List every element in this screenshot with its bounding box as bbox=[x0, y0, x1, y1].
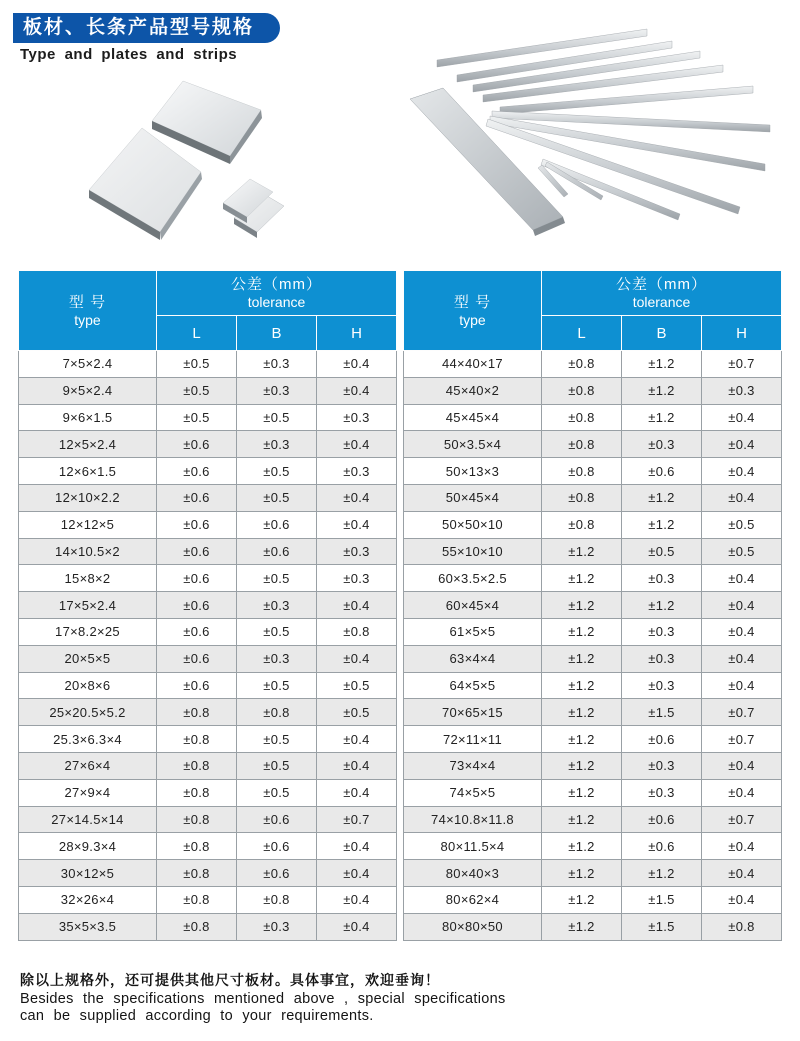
tolerance-cell: ±0.3 bbox=[621, 645, 701, 672]
tolerance-cell: ±0.7 bbox=[701, 726, 781, 753]
table-row bbox=[19, 458, 397, 485]
table-row bbox=[19, 565, 397, 592]
table-row bbox=[404, 886, 782, 913]
tolerance-label-cn: 公差（mm） bbox=[230, 276, 322, 293]
table-row bbox=[404, 511, 782, 538]
table-row bbox=[404, 484, 782, 511]
tolerance-cell: ±0.4 bbox=[701, 860, 781, 887]
table-row bbox=[19, 806, 397, 833]
tolerance-cell: ±0.5 bbox=[236, 779, 316, 806]
tolerance-cell: ±0.8 bbox=[236, 699, 316, 726]
table-row bbox=[19, 431, 397, 458]
table-row bbox=[404, 538, 782, 565]
tolerance-cell: ±0.5 bbox=[156, 351, 236, 378]
tolerance-cell: ±0.6 bbox=[156, 618, 236, 645]
tolerance-cell: ±0.4 bbox=[316, 645, 396, 672]
tolerance-cell: ±1.2 bbox=[621, 377, 701, 404]
type-cell: 72×11×11 bbox=[404, 726, 542, 753]
type-cell: 60×3.5×2.5 bbox=[404, 565, 542, 592]
tolerance-cell: ±0.5 bbox=[236, 726, 316, 753]
tolerance-cell: ±0.3 bbox=[236, 431, 316, 458]
tolerance-cell: ±0.5 bbox=[316, 672, 396, 699]
tolerance-cell: ±0.8 bbox=[156, 779, 236, 806]
tolerance-cell: ±0.3 bbox=[621, 431, 701, 458]
tolerance-cell: ±0.4 bbox=[316, 592, 396, 619]
type-cell: 80×11.5×4 bbox=[404, 833, 542, 860]
footer-note-en-line2: can be supplied according to your requirements. bbox=[20, 1008, 374, 1024]
plates-illustration bbox=[60, 78, 390, 268]
tolerance-cell: ±1.5 bbox=[621, 913, 701, 940]
type-cell: 63×4×4 bbox=[404, 645, 542, 672]
tolerance-cell: ±1.2 bbox=[621, 860, 701, 887]
type-cell: 70×65×15 bbox=[404, 699, 542, 726]
tolerance-cell: ±1.5 bbox=[621, 886, 701, 913]
table-row bbox=[19, 645, 397, 672]
tolerance-cell: ±0.5 bbox=[621, 538, 701, 565]
table-row bbox=[19, 672, 397, 699]
tolerance-cell: ±0.4 bbox=[701, 645, 781, 672]
column-header-b: B bbox=[236, 316, 316, 351]
table-row bbox=[19, 592, 397, 619]
tolerance-cell: ±1.2 bbox=[541, 672, 621, 699]
type-cell: 17×5×2.4 bbox=[19, 592, 157, 619]
type-cell: 50×13×3 bbox=[404, 458, 542, 485]
tolerance-cell: ±0.8 bbox=[541, 377, 621, 404]
tolerance-cell: ±0.3 bbox=[621, 565, 701, 592]
tolerance-cell: ±0.4 bbox=[701, 458, 781, 485]
table-row bbox=[404, 431, 782, 458]
tolerance-cell: ±0.8 bbox=[316, 618, 396, 645]
tolerance-cell: ±0.6 bbox=[156, 484, 236, 511]
tolerance-cell: ±0.4 bbox=[316, 860, 396, 887]
tolerance-cell: ±0.8 bbox=[156, 752, 236, 779]
type-cell: 25×20.5×5.2 bbox=[19, 699, 157, 726]
table-row bbox=[19, 511, 397, 538]
tolerance-cell: ±0.4 bbox=[701, 779, 781, 806]
type-label-cn: 型 号 bbox=[453, 293, 492, 311]
tolerance-label-cn: 公差（mm） bbox=[615, 276, 707, 293]
tolerance-cell: ±0.8 bbox=[541, 511, 621, 538]
column-header-l: L bbox=[541, 316, 621, 351]
tolerance-cell: ±0.6 bbox=[236, 860, 316, 887]
table-row bbox=[19, 699, 397, 726]
type-cell: 9×6×1.5 bbox=[19, 404, 157, 431]
tolerance-cell: ±0.6 bbox=[236, 806, 316, 833]
tolerance-cell: ±1.2 bbox=[541, 886, 621, 913]
tolerance-cell: ±0.4 bbox=[701, 752, 781, 779]
tolerance-cell: ±0.3 bbox=[316, 458, 396, 485]
type-cell: 45×40×2 bbox=[404, 377, 542, 404]
table-row bbox=[404, 913, 782, 940]
tolerance-label-en: tolerance bbox=[247, 294, 306, 310]
tolerance-cell: ±0.4 bbox=[701, 618, 781, 645]
tolerance-cell: ±0.4 bbox=[316, 726, 396, 753]
type-cell: 17×8.2×25 bbox=[19, 618, 157, 645]
tolerance-cell: ±1.2 bbox=[541, 699, 621, 726]
tolerance-cell: ±1.2 bbox=[541, 913, 621, 940]
tolerance-cell: ±0.5 bbox=[236, 458, 316, 485]
tolerance-cell: ±0.4 bbox=[316, 484, 396, 511]
type-cell: 74×5×5 bbox=[404, 779, 542, 806]
tolerance-cell: ±0.6 bbox=[156, 511, 236, 538]
tolerance-cell: ±0.8 bbox=[156, 913, 236, 940]
table-row bbox=[19, 618, 397, 645]
tolerance-cell: ±1.2 bbox=[541, 618, 621, 645]
tolerance-cell: ±1.2 bbox=[541, 806, 621, 833]
type-cell: 27×6×4 bbox=[19, 752, 157, 779]
tolerance-cell: ±0.4 bbox=[316, 351, 396, 378]
tolerance-cell: ±0.4 bbox=[701, 592, 781, 619]
table-row bbox=[19, 377, 397, 404]
tolerance-cell: ±1.2 bbox=[541, 752, 621, 779]
table-row bbox=[19, 886, 397, 913]
type-cell: 25.3×6.3×4 bbox=[19, 726, 157, 753]
table-row bbox=[19, 779, 397, 806]
type-label-en: type bbox=[74, 311, 101, 328]
tolerance-cell: ±0.5 bbox=[701, 538, 781, 565]
table-row bbox=[404, 458, 782, 485]
tolerance-cell: ±0.6 bbox=[236, 511, 316, 538]
type-cell: 27×14.5×14 bbox=[19, 806, 157, 833]
tolerance-cell: ±0.6 bbox=[621, 458, 701, 485]
type-cell: 27×9×4 bbox=[19, 779, 157, 806]
tolerance-cell: ±1.2 bbox=[541, 565, 621, 592]
tolerance-cell: ±0.8 bbox=[541, 404, 621, 431]
type-cell: 50×3.5×4 bbox=[404, 431, 542, 458]
type-cell: 7×5×2.4 bbox=[19, 351, 157, 378]
type-cell: 60×45×4 bbox=[404, 592, 542, 619]
strips-illustration bbox=[390, 10, 800, 260]
page-subtitle: Type and plates and strips bbox=[20, 46, 238, 63]
tolerance-cell: ±1.2 bbox=[621, 511, 701, 538]
table-row bbox=[404, 779, 782, 806]
type-cell: 45×45×4 bbox=[404, 404, 542, 431]
strips-product-image bbox=[390, 10, 800, 260]
tolerance-cell: ±0.7 bbox=[316, 806, 396, 833]
table-row bbox=[404, 860, 782, 887]
tolerance-cell: ±0.5 bbox=[156, 377, 236, 404]
type-cell: 50×50×10 bbox=[404, 511, 542, 538]
column-header-tolerance bbox=[541, 271, 781, 316]
type-cell: 61×5×5 bbox=[404, 618, 542, 645]
tolerance-cell: ±0.3 bbox=[621, 618, 701, 645]
table-row bbox=[404, 351, 782, 378]
footer-note-cn: 除以上规格外，还可提供其他尺寸板材。具体事宜，欢迎垂询！ bbox=[20, 972, 440, 988]
table-row bbox=[404, 672, 782, 699]
tolerance-cell: ±0.3 bbox=[236, 377, 316, 404]
tolerance-cell: ±0.4 bbox=[701, 886, 781, 913]
footer-note bbox=[20, 971, 786, 1025]
tolerance-cell: ±0.8 bbox=[156, 806, 236, 833]
type-cell: 80×80×50 bbox=[404, 913, 542, 940]
tolerance-cell: ±0.4 bbox=[701, 431, 781, 458]
tolerance-cell: ±0.8 bbox=[541, 431, 621, 458]
type-cell: 80×40×3 bbox=[404, 860, 542, 887]
tolerance-cell: ±0.5 bbox=[156, 404, 236, 431]
tolerance-cell: ±0.6 bbox=[621, 726, 701, 753]
type-cell: 12×6×1.5 bbox=[19, 458, 157, 485]
tolerance-cell: ±0.3 bbox=[236, 592, 316, 619]
footer-note-en-line1: Besides the specifications mentioned above , special specifications bbox=[20, 991, 506, 1007]
tolerance-cell: ±0.6 bbox=[621, 806, 701, 833]
tolerance-cell: ±0.3 bbox=[316, 565, 396, 592]
type-cell: 15×8×2 bbox=[19, 565, 157, 592]
tolerance-cell: ±0.3 bbox=[701, 377, 781, 404]
tolerance-cell: ±0.8 bbox=[541, 458, 621, 485]
type-cell: 32×26×4 bbox=[19, 886, 157, 913]
table-body-left bbox=[19, 351, 397, 941]
type-cell: 14×10.5×2 bbox=[19, 538, 157, 565]
table-row bbox=[19, 404, 397, 431]
tolerance-cell: ±1.2 bbox=[541, 726, 621, 753]
tolerance-cell: ±0.3 bbox=[316, 538, 396, 565]
tolerance-cell: ±0.5 bbox=[236, 484, 316, 511]
tolerance-cell: ±0.4 bbox=[316, 833, 396, 860]
column-header-b: B bbox=[621, 316, 701, 351]
tolerance-cell: ±1.2 bbox=[541, 833, 621, 860]
tolerance-cell: ±0.6 bbox=[156, 458, 236, 485]
tolerance-cell: ±0.4 bbox=[316, 752, 396, 779]
tolerance-cell: ±0.5 bbox=[236, 618, 316, 645]
tolerance-cell: ±0.3 bbox=[236, 913, 316, 940]
tolerance-cell: ±0.4 bbox=[316, 431, 396, 458]
table-row bbox=[404, 726, 782, 753]
tolerance-cell: ±0.4 bbox=[701, 404, 781, 431]
tolerance-cell: ±0.6 bbox=[236, 538, 316, 565]
tolerance-cell: ±0.6 bbox=[156, 592, 236, 619]
tolerance-cell: ±0.5 bbox=[236, 672, 316, 699]
tolerance-label-en: tolerance bbox=[632, 294, 691, 310]
table-row bbox=[404, 699, 782, 726]
tolerance-cell: ±0.6 bbox=[156, 672, 236, 699]
type-cell: 30×12×5 bbox=[19, 860, 157, 887]
table-row bbox=[404, 592, 782, 619]
table-row bbox=[404, 618, 782, 645]
tolerance-cell: ±1.2 bbox=[541, 860, 621, 887]
tolerance-cell: ±0.3 bbox=[621, 752, 701, 779]
tolerance-cell: ±0.8 bbox=[156, 860, 236, 887]
tolerance-cell: ±1.2 bbox=[621, 484, 701, 511]
table-row bbox=[19, 752, 397, 779]
type-cell: 20×5×5 bbox=[19, 645, 157, 672]
column-header-type bbox=[19, 271, 157, 351]
type-cell: 9×5×2.4 bbox=[19, 377, 157, 404]
type-cell: 73×4×4 bbox=[404, 752, 542, 779]
type-cell: 64×5×5 bbox=[404, 672, 542, 699]
tolerance-cell: ±0.7 bbox=[701, 351, 781, 378]
tolerance-cell: ±1.2 bbox=[541, 779, 621, 806]
type-cell: 20×8×6 bbox=[19, 672, 157, 699]
type-cell: 74×10.8×11.8 bbox=[404, 806, 542, 833]
tolerance-cell: ±0.4 bbox=[316, 511, 396, 538]
tolerance-cell: ±0.4 bbox=[701, 565, 781, 592]
tolerance-cell: ±0.5 bbox=[236, 565, 316, 592]
table-row bbox=[404, 752, 782, 779]
tolerance-cell: ±0.5 bbox=[236, 752, 316, 779]
table-row bbox=[19, 913, 397, 940]
tolerance-cell: ±0.8 bbox=[236, 886, 316, 913]
page-title: 板材、长条产品型号规格 bbox=[13, 13, 280, 43]
tolerance-cell: ±1.2 bbox=[621, 351, 701, 378]
tolerance-cell: ±0.8 bbox=[156, 886, 236, 913]
tolerance-cell: ±0.6 bbox=[621, 833, 701, 860]
table-body-right bbox=[404, 351, 782, 941]
tolerance-cell: ±0.8 bbox=[156, 726, 236, 753]
table-row bbox=[404, 806, 782, 833]
table-row bbox=[404, 377, 782, 404]
tolerance-cell: ±0.4 bbox=[316, 779, 396, 806]
tolerance-cell: ±0.6 bbox=[156, 431, 236, 458]
tolerance-cell: ±0.8 bbox=[541, 351, 621, 378]
tolerance-cell: ±1.2 bbox=[621, 592, 701, 619]
type-cell: 55×10×10 bbox=[404, 538, 542, 565]
table-row bbox=[404, 565, 782, 592]
column-header-l: L bbox=[156, 316, 236, 351]
type-cell: 28×9.3×4 bbox=[19, 833, 157, 860]
tolerance-cell: ±0.8 bbox=[156, 833, 236, 860]
table-row bbox=[19, 726, 397, 753]
tolerance-cell: ±1.2 bbox=[541, 592, 621, 619]
tolerance-cell: ±1.2 bbox=[541, 538, 621, 565]
table-row bbox=[404, 833, 782, 860]
tolerance-cell: ±0.6 bbox=[156, 565, 236, 592]
column-header-type bbox=[404, 271, 542, 351]
tolerance-cell: ±0.8 bbox=[701, 913, 781, 940]
tolerance-cell: ±0.6 bbox=[156, 645, 236, 672]
tolerance-cell: ±0.3 bbox=[621, 779, 701, 806]
tolerance-cell: ±0.8 bbox=[156, 699, 236, 726]
type-label-cn: 型 号 bbox=[68, 293, 107, 311]
tolerance-cell: ±0.4 bbox=[316, 377, 396, 404]
tolerance-cell: ±0.7 bbox=[701, 699, 781, 726]
table-row bbox=[19, 860, 397, 887]
type-cell: 12×10×2.2 bbox=[19, 484, 157, 511]
tolerance-cell: ±0.8 bbox=[541, 484, 621, 511]
tolerance-cell: ±0.6 bbox=[156, 538, 236, 565]
tolerance-cell: ±0.4 bbox=[701, 484, 781, 511]
type-cell: 35×5×3.5 bbox=[19, 913, 157, 940]
tolerance-cell: ±0.5 bbox=[236, 404, 316, 431]
tolerance-cell: ±0.3 bbox=[236, 351, 316, 378]
tolerance-cell: ±0.3 bbox=[236, 645, 316, 672]
tolerance-cell: ±0.5 bbox=[701, 511, 781, 538]
tolerance-cell: ±1.5 bbox=[621, 699, 701, 726]
table-row bbox=[19, 351, 397, 378]
spec-table-right bbox=[403, 270, 782, 941]
type-label-en: type bbox=[459, 311, 486, 328]
tolerance-cell: ±1.2 bbox=[541, 645, 621, 672]
column-header-tolerance bbox=[156, 271, 396, 316]
column-header-h: H bbox=[701, 316, 781, 351]
table-row bbox=[404, 645, 782, 672]
tolerance-cell: ±0.4 bbox=[316, 913, 396, 940]
plates-product-image bbox=[60, 78, 390, 268]
table-row bbox=[19, 484, 397, 511]
type-cell: 12×5×2.4 bbox=[19, 431, 157, 458]
tolerance-cell: ±0.5 bbox=[316, 699, 396, 726]
tolerance-cell: ±0.7 bbox=[701, 806, 781, 833]
type-cell: 44×40×17 bbox=[404, 351, 542, 378]
spec-table-left bbox=[18, 270, 397, 941]
table-row bbox=[19, 538, 397, 565]
type-cell: 80×62×4 bbox=[404, 886, 542, 913]
tolerance-cell: ±0.4 bbox=[701, 833, 781, 860]
tolerance-cell: ±0.4 bbox=[701, 672, 781, 699]
tolerance-cell: ±1.2 bbox=[621, 404, 701, 431]
type-cell: 12×12×5 bbox=[19, 511, 157, 538]
tolerance-cell: ±0.4 bbox=[316, 886, 396, 913]
tolerance-cell: ±0.3 bbox=[316, 404, 396, 431]
column-header-h: H bbox=[316, 316, 396, 351]
tolerance-cell: ±0.6 bbox=[236, 833, 316, 860]
table-row bbox=[19, 833, 397, 860]
type-cell: 50×45×4 bbox=[404, 484, 542, 511]
tolerance-cell: ±0.3 bbox=[621, 672, 701, 699]
table-row bbox=[404, 404, 782, 431]
